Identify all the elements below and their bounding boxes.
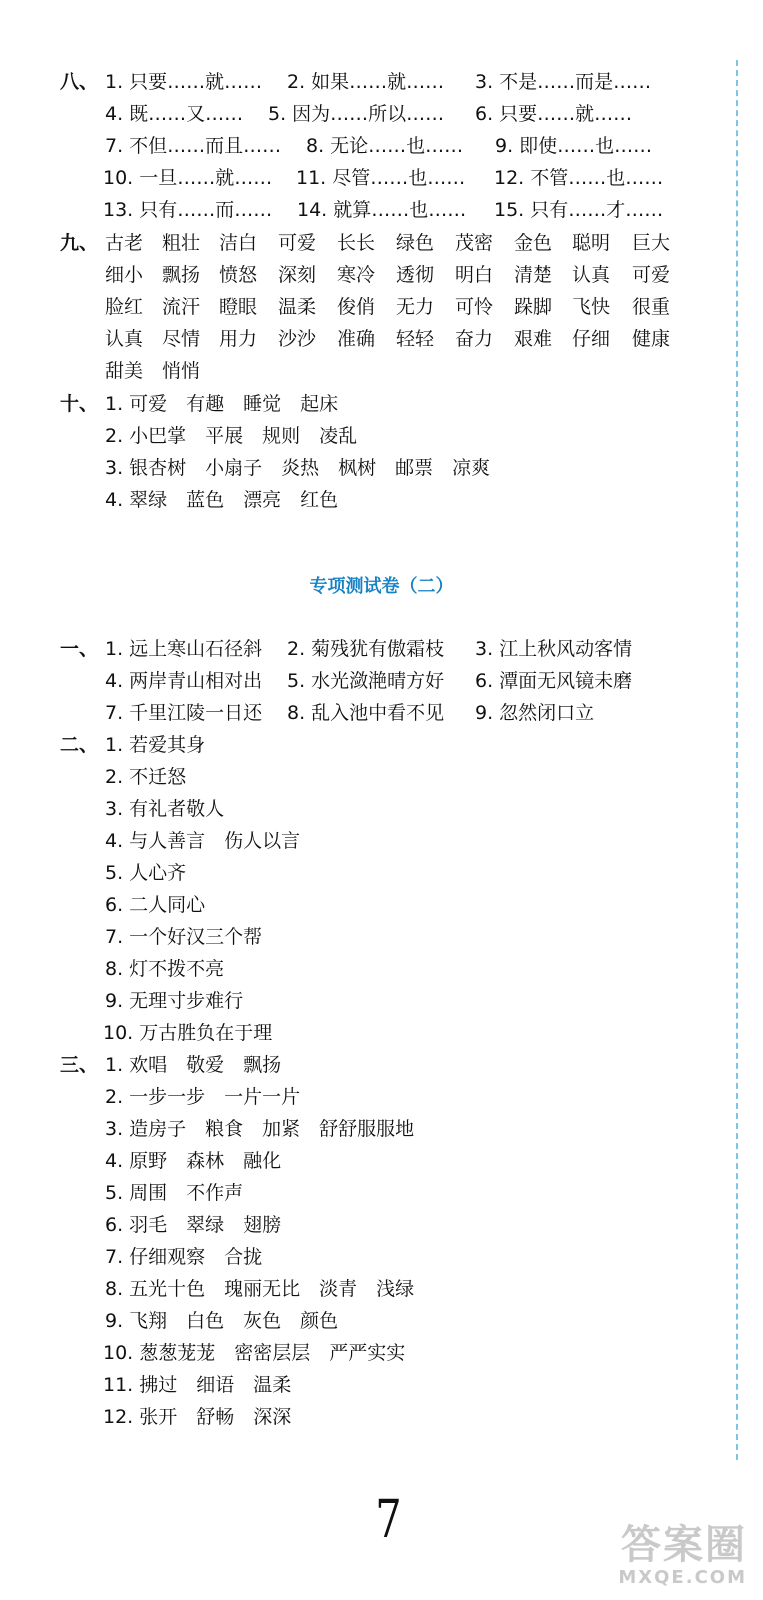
answer-item: 8. 乱入池中看不见	[287, 702, 445, 724]
word-item: 用力	[219, 328, 258, 350]
word-item: 金色	[514, 232, 553, 254]
answer-item: 7. 不但……而且……	[105, 135, 282, 157]
word-item: 轻轻	[396, 328, 435, 350]
answer-line: 3. 银杏树 小扇子 炎热 枫树 邮票 凉爽	[105, 457, 491, 479]
word-item: 脸红	[105, 296, 144, 318]
answer-item: 5. 因为……所以……	[268, 103, 445, 125]
answer-item: 9. 忽然闭口立	[475, 702, 595, 724]
word-item: 瞪眼	[219, 296, 258, 318]
watermark-logo-text: 答案圈	[621, 1522, 747, 1568]
word-item: 清楚	[514, 264, 553, 286]
page-number: 7	[375, 1490, 402, 1550]
word-item: 艰难	[514, 328, 553, 350]
answer-line: 10. 葱葱茏茏 密密层层 严严实实	[103, 1342, 406, 1364]
word-item: 无力	[396, 296, 435, 318]
word-item: 聪明	[572, 232, 611, 254]
answer-item: 2. 如果……就……	[287, 71, 445, 93]
watermark-url: MXQE.COM	[618, 1567, 747, 1588]
answer-line: 2. 一步一步 一片一片	[105, 1086, 301, 1108]
answer-item: 4. 既……又……	[105, 103, 244, 125]
word-item: 温柔	[278, 296, 317, 318]
answer-item: 6. 潭面无风镜未磨	[475, 670, 633, 692]
answer-item: 10. 一旦……就……	[103, 167, 273, 189]
word-item: 悄悄	[162, 360, 201, 382]
word-item: 古老	[105, 232, 144, 254]
answer-line: 10. 万古胜负在于理	[103, 1022, 273, 1044]
answer-line: 8. 灯不拨不亮	[105, 958, 225, 980]
answer-line: 4. 翠绿 蓝色 漂亮 红色	[105, 489, 339, 511]
word-item: 奋力	[455, 328, 494, 350]
answer-item: 4. 两岸青山相对出	[105, 670, 263, 692]
answer-line: 7. 仔细观察 合拢	[105, 1246, 263, 1268]
word-item: 仔细	[572, 328, 611, 350]
word-item: 愤怒	[219, 264, 258, 286]
answer-item: 13. 只有……而……	[103, 199, 273, 221]
answer-line: 9. 飞翔 白色 灰色 颜色	[105, 1310, 339, 1332]
answer-item: 3. 江上秋风动客情	[475, 638, 633, 660]
answer-line: 11. 拂过 细语 温柔	[103, 1374, 292, 1396]
answer-line: 4. 与人善言 伤人以言	[105, 830, 301, 852]
answer-item: 11. 尽管……也……	[296, 167, 466, 189]
word-item: 明白	[455, 264, 494, 286]
word-item: 可爱	[632, 264, 671, 286]
word-item: 流汗	[162, 296, 201, 318]
word-item: 可爱	[278, 232, 317, 254]
test-section-3-label: 三、	[60, 1054, 99, 1076]
answer-line: 9. 无理寸步难行	[105, 990, 244, 1012]
word-item: 俊俏	[337, 296, 376, 318]
section-9-label: 九、	[60, 232, 99, 254]
word-item: 深刻	[278, 264, 317, 286]
word-item: 飘扬	[162, 264, 201, 286]
word-item: 粗壮	[162, 232, 201, 254]
word-item: 跺脚	[514, 296, 553, 318]
answer-item: 8. 无论……也……	[306, 135, 464, 157]
word-item: 健康	[632, 328, 671, 350]
word-item: 很重	[632, 296, 671, 318]
answer-item: 12. 不管……也……	[494, 167, 664, 189]
answer-line: 4. 原野 森林 融化	[105, 1150, 282, 1172]
word-item: 准确	[337, 328, 376, 350]
answer-line: 3. 有礼者敬人	[105, 798, 225, 820]
word-item: 甜美	[105, 360, 144, 382]
test-section-1-label: 一、	[60, 638, 99, 660]
word-item: 细小	[105, 264, 144, 286]
word-item: 飞快	[572, 296, 611, 318]
answer-item: 14. 就算……也……	[297, 199, 467, 221]
watermark	[618, 1523, 747, 1588]
word-item: 沙沙	[278, 328, 317, 350]
word-item: 茂密	[455, 232, 494, 254]
test-title: 专项测试卷（二）	[309, 576, 454, 597]
word-item: 巨大	[632, 232, 671, 254]
answer-item: 15. 只有……才……	[494, 199, 664, 221]
answer-line: 2. 小巴掌 平展 规则 凌乱	[105, 425, 358, 447]
answer-line: 3. 造房子 粮食 加紧 舒舒服服地	[105, 1118, 415, 1140]
margin-dashed-line	[736, 60, 738, 1460]
word-item: 寒冷	[337, 264, 376, 286]
section-8-label: 八、	[60, 71, 99, 93]
answer-item: 7. 千里江陵一日还	[105, 702, 263, 724]
test-section-2-label: 二、	[60, 734, 99, 756]
word-item: 洁白	[219, 232, 258, 254]
answer-item: 5. 水光潋滟晴方好	[287, 670, 445, 692]
answer-line: 5. 人心齐	[105, 862, 187, 884]
answer-line: 1. 欢唱 敬爱 飘扬	[105, 1054, 282, 1076]
answer-line: 1. 可爱 有趣 睡觉 起床	[105, 393, 339, 415]
word-item: 长长	[337, 232, 376, 254]
word-item: 尽情	[162, 328, 201, 350]
answer-line: 5. 周围 不作声	[105, 1182, 244, 1204]
word-item: 透彻	[396, 264, 435, 286]
section-10-label: 十、	[60, 393, 99, 415]
answer-line: 2. 不迁怒	[105, 766, 187, 788]
answer-line: 6. 羽毛 翠绿 翅膀	[105, 1214, 282, 1236]
answer-line: 6. 二人同心	[105, 894, 206, 916]
answer-item: 9. 即使……也……	[495, 135, 653, 157]
answer-item: 2. 菊残犹有傲霜枝	[287, 638, 445, 660]
word-item: 认真	[105, 328, 144, 350]
answer-item: 1. 只要……就……	[105, 71, 263, 93]
answer-line: 12. 张开 舒畅 深深	[103, 1406, 292, 1428]
answer-line: 8. 五光十色 瑰丽无比 淡青 浅绿	[105, 1278, 415, 1300]
answer-item: 1. 远上寒山石径斜	[105, 638, 263, 660]
word-item: 绿色	[396, 232, 435, 254]
word-item: 认真	[572, 264, 611, 286]
answer-line: 7. 一个好汉三个帮	[105, 926, 263, 948]
answer-line: 1. 若爱其身	[105, 734, 206, 756]
word-item: 可怜	[455, 296, 494, 318]
answer-item: 3. 不是……而是……	[475, 71, 652, 93]
answer-item: 6. 只要……就……	[475, 103, 633, 125]
